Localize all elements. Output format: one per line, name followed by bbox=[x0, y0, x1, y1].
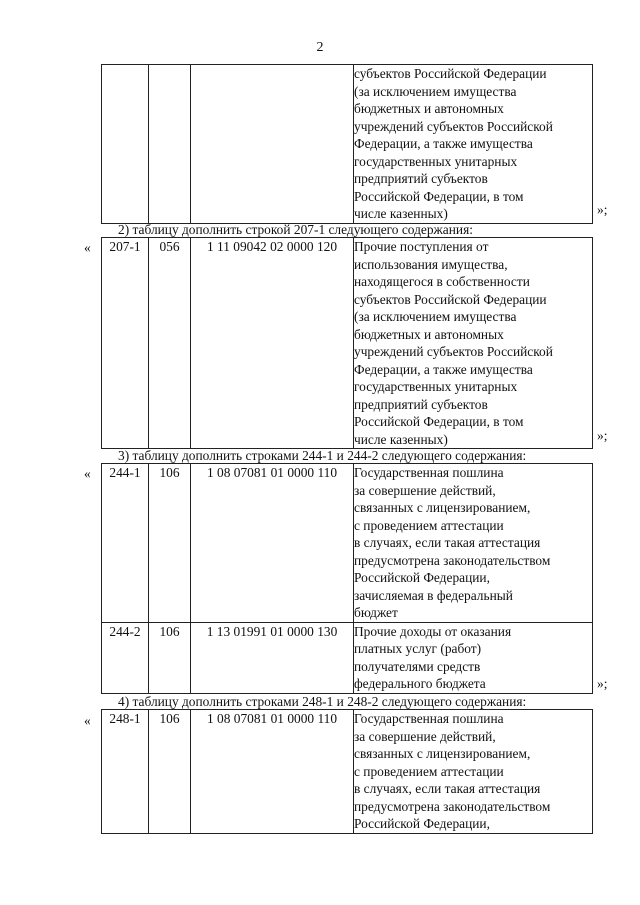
name-line: платных услуг (работ) bbox=[354, 641, 482, 656]
name-line: Российской Федерации, bbox=[354, 816, 490, 831]
name-line: Федерации, а также имущества bbox=[354, 136, 533, 151]
name-line: использования имущества, bbox=[354, 256, 508, 272]
name-line: числе казенных) bbox=[354, 206, 448, 221]
row-number-cell: 244-1 bbox=[102, 464, 149, 623]
name-line: зачисляемая в федеральный bbox=[354, 587, 513, 603]
page-number: 2 bbox=[316, 40, 324, 55]
name-line: (за исключением имущества bbox=[354, 309, 517, 324]
section-2-table bbox=[101, 237, 593, 449]
kbk-cell: 1 08 07081 01 0000 110 bbox=[191, 464, 354, 623]
name-line: за совершение действий, bbox=[354, 728, 496, 744]
closing-quote: »; bbox=[597, 428, 608, 443]
admin-code-cell: 106 bbox=[149, 464, 191, 623]
name-line: субъектов Российской Федерации bbox=[354, 291, 547, 307]
name-line: находящегося в собственности bbox=[354, 274, 530, 289]
name-line: учреждений субъектов Российской bbox=[354, 118, 553, 134]
income-name-cell bbox=[354, 464, 593, 623]
row-number-cell: 248-1 bbox=[102, 710, 149, 834]
closing-quote: »; bbox=[597, 676, 608, 691]
name-line: предусмотрена законодательством bbox=[354, 798, 551, 814]
name-line: Российской Федерации, в том bbox=[354, 414, 524, 429]
name-line: в случаях, если такая аттестация bbox=[354, 535, 541, 550]
income-name-cell bbox=[354, 622, 593, 693]
name-line: с проведением аттестации bbox=[354, 763, 504, 779]
name-line: предусмотрена законодательством bbox=[354, 552, 551, 568]
name-line: получателями средств bbox=[354, 658, 481, 674]
table-row bbox=[102, 65, 593, 224]
name-line: бюджетных и автономных bbox=[354, 101, 504, 116]
admin-code-cell bbox=[149, 65, 191, 224]
continuation-table bbox=[101, 64, 593, 224]
name-line: государственных унитарных bbox=[354, 379, 518, 394]
kbk-cell: 1 08 07081 01 0000 110 bbox=[191, 710, 354, 834]
admin-code-cell: 106 bbox=[149, 622, 191, 693]
name-line: с проведением аттестации bbox=[354, 517, 504, 533]
row-number-cell: 244-2 bbox=[102, 622, 149, 693]
name-line: Федерации, а также имущества bbox=[354, 361, 533, 377]
income-name-cell bbox=[354, 238, 593, 449]
section-4-intro: 4) таблицу дополнить строками 248-1 и 248-2 следующего содержания: bbox=[118, 694, 527, 709]
table-row bbox=[102, 464, 593, 623]
name-line: предприятий субъектов bbox=[354, 171, 488, 186]
name-line: (за исключением имущества bbox=[354, 83, 517, 99]
name-line: за совершение действий, bbox=[354, 482, 496, 498]
admin-code-cell: 056 bbox=[149, 238, 191, 449]
table-row bbox=[102, 710, 593, 834]
opening-quote: « bbox=[84, 713, 91, 728]
closing-quote: »; bbox=[597, 202, 608, 217]
name-line: Государственная пошлина bbox=[354, 465, 504, 480]
table-row bbox=[102, 238, 593, 449]
name-line: Российской Федерации, в том bbox=[354, 188, 524, 204]
name-line: Прочие поступления от bbox=[354, 239, 489, 254]
name-line: федерального бюджета bbox=[354, 676, 486, 691]
name-line: бюджетных и автономных bbox=[354, 326, 504, 342]
income-name-cell bbox=[354, 65, 593, 224]
opening-quote: « bbox=[84, 466, 91, 481]
section-2-intro: 2) таблицу дополнить строкой 207-1 следующего содержания: bbox=[118, 222, 473, 237]
table-row bbox=[102, 622, 593, 693]
name-line: связанных с лицензированием, bbox=[354, 746, 531, 761]
name-line: Прочие доходы от оказания bbox=[354, 623, 512, 639]
name-line: связанных с лицензированием, bbox=[354, 500, 531, 515]
section-3-intro: 3) таблицу дополнить строками 244-1 и 244-2 следующего содержания: bbox=[118, 448, 527, 463]
name-line: предприятий субъектов bbox=[354, 396, 488, 412]
admin-code-cell: 106 bbox=[149, 710, 191, 834]
section-4-table bbox=[101, 709, 593, 834]
name-line: в случаях, если такая аттестация bbox=[354, 781, 541, 796]
name-line: государственных унитарных bbox=[354, 153, 518, 169]
kbk-cell: 1 13 01991 01 0000 130 bbox=[191, 622, 354, 693]
name-line: Российской Федерации, bbox=[354, 570, 490, 585]
row-number-cell bbox=[102, 65, 149, 224]
row-number-cell: 207-1 bbox=[102, 238, 149, 449]
opening-quote: « bbox=[84, 240, 91, 255]
name-line: субъектов Российской Федерации bbox=[354, 66, 547, 81]
name-line: Государственная пошлина bbox=[354, 711, 504, 726]
name-line: числе казенных) bbox=[354, 431, 448, 447]
income-name-cell bbox=[354, 710, 593, 834]
kbk-cell: 1 11 09042 02 0000 120 bbox=[191, 238, 354, 449]
name-line: бюджет bbox=[354, 605, 398, 620]
name-line: учреждений субъектов Российской bbox=[354, 344, 553, 359]
kbk-cell bbox=[191, 65, 354, 224]
section-3-table bbox=[101, 463, 593, 694]
